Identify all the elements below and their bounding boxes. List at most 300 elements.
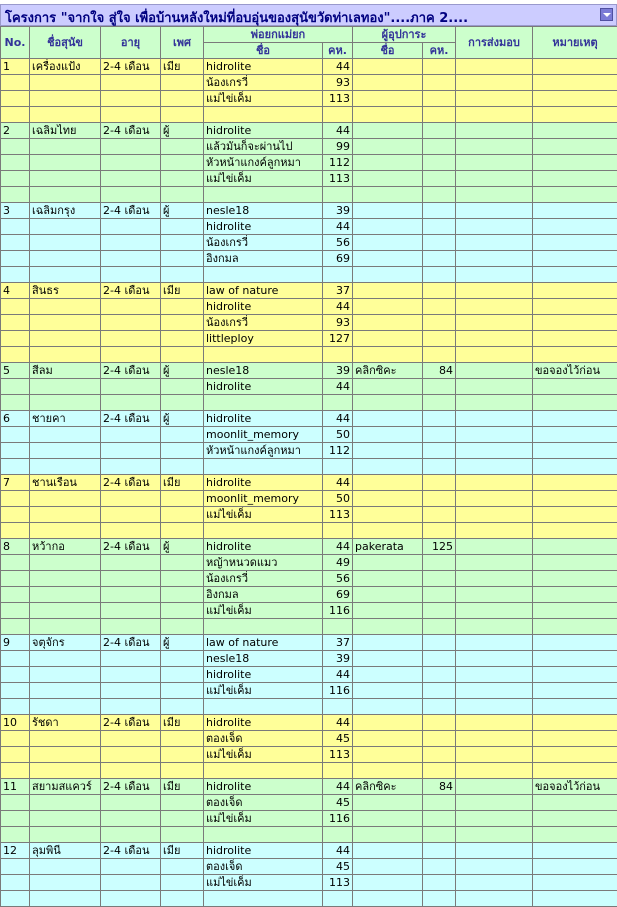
cell-dog-name[interactable]: เฉลิมไทย — [30, 123, 101, 139]
cell-sponsor-comments[interactable] — [423, 555, 456, 571]
cell-remark[interactable] — [533, 347, 617, 363]
cell-age[interactable] — [101, 107, 161, 123]
cell-foster-name[interactable] — [204, 267, 323, 283]
cell-delivery[interactable] — [456, 779, 533, 795]
cell-delivery[interactable] — [456, 875, 533, 891]
cell-foster-name[interactable]: hidrolite — [204, 779, 323, 795]
cell-dog-name[interactable] — [30, 171, 101, 187]
cell-delivery[interactable] — [456, 107, 533, 123]
cell-remark[interactable] — [533, 251, 617, 267]
cell-no[interactable] — [1, 731, 30, 747]
cell-foster-comments[interactable]: 56 — [323, 571, 353, 587]
cell-sex[interactable] — [161, 299, 204, 315]
cell-sponsor-comments[interactable] — [423, 475, 456, 491]
cell-age[interactable] — [101, 763, 161, 779]
cell-no[interactable] — [1, 811, 30, 827]
cell-foster-name[interactable] — [204, 619, 323, 635]
cell-dog-name[interactable] — [30, 827, 101, 843]
cell-sponsor-comments[interactable] — [423, 827, 456, 843]
cell-age[interactable] — [101, 507, 161, 523]
cell-age[interactable]: 2-4 เดือน — [101, 715, 161, 731]
cell-remark[interactable] — [533, 187, 617, 203]
cell-sponsor-comments[interactable] — [423, 75, 456, 91]
cell-no[interactable] — [1, 139, 30, 155]
cell-foster-comments[interactable]: 116 — [323, 603, 353, 619]
cell-foster-comments[interactable] — [323, 763, 353, 779]
cell-remark[interactable] — [533, 539, 617, 555]
cell-foster-comments[interactable] — [323, 891, 353, 907]
cell-sex[interactable] — [161, 891, 204, 907]
cell-delivery[interactable] — [456, 219, 533, 235]
cell-no[interactable] — [1, 651, 30, 667]
cell-remark[interactable] — [533, 523, 617, 539]
cell-no[interactable]: 4 — [1, 283, 30, 299]
cell-no[interactable]: 6 — [1, 411, 30, 427]
cell-sponsor-comments[interactable] — [423, 667, 456, 683]
cell-delivery[interactable] — [456, 315, 533, 331]
cell-sponsor-name[interactable] — [353, 635, 423, 651]
cell-no[interactable] — [1, 267, 30, 283]
cell-foster-comments[interactable]: 45 — [323, 795, 353, 811]
cell-sponsor-name[interactable] — [353, 811, 423, 827]
cell-sponsor-comments[interactable] — [423, 267, 456, 283]
cell-sponsor-comments[interactable] — [423, 283, 456, 299]
cell-no[interactable] — [1, 331, 30, 347]
cell-foster-name[interactable]: แม่ไข่เค็ม — [204, 747, 323, 763]
cell-no[interactable] — [1, 347, 30, 363]
cell-age[interactable]: 2-4 เดือน — [101, 59, 161, 75]
cell-foster-comments[interactable]: 69 — [323, 587, 353, 603]
cell-foster-comments[interactable]: 44 — [323, 667, 353, 683]
cell-remark[interactable] — [533, 875, 617, 891]
cell-foster-comments[interactable]: 50 — [323, 491, 353, 507]
cell-sponsor-name[interactable] — [353, 651, 423, 667]
cell-foster-name[interactable] — [204, 523, 323, 539]
cell-foster-name[interactable]: hidrolite — [204, 715, 323, 731]
cell-foster-comments[interactable]: 127 — [323, 331, 353, 347]
cell-foster-comments[interactable]: 112 — [323, 155, 353, 171]
cell-sponsor-name[interactable] — [353, 459, 423, 475]
cell-remark[interactable] — [533, 443, 617, 459]
cell-foster-name[interactable]: แม่ไข่เค็ม — [204, 171, 323, 187]
cell-sex[interactable]: เมีย — [161, 843, 204, 859]
cell-foster-comments[interactable]: 44 — [323, 843, 353, 859]
cell-dog-name[interactable]: สยามสแควร์ — [30, 779, 101, 795]
cell-remark[interactable] — [533, 331, 617, 347]
cell-delivery[interactable] — [456, 235, 533, 251]
cell-remark[interactable] — [533, 763, 617, 779]
cell-foster-name[interactable]: น้องเกรวี่ — [204, 571, 323, 587]
cell-remark[interactable] — [533, 427, 617, 443]
cell-sponsor-comments[interactable] — [423, 395, 456, 411]
cell-dog-name[interactable] — [30, 555, 101, 571]
cell-sex[interactable] — [161, 395, 204, 411]
cell-dog-name[interactable]: ชายคา — [30, 411, 101, 427]
cell-dog-name[interactable] — [30, 315, 101, 331]
cell-delivery[interactable] — [456, 763, 533, 779]
cell-no[interactable] — [1, 827, 30, 843]
cell-delivery[interactable] — [456, 475, 533, 491]
cell-sponsor-name[interactable] — [353, 587, 423, 603]
cell-foster-comments[interactable]: 45 — [323, 731, 353, 747]
cell-dog-name[interactable] — [30, 571, 101, 587]
cell-sponsor-name[interactable] — [353, 331, 423, 347]
cell-no[interactable]: 7 — [1, 475, 30, 491]
cell-dog-name[interactable] — [30, 331, 101, 347]
cell-sex[interactable] — [161, 459, 204, 475]
cell-sponsor-comments[interactable] — [423, 459, 456, 475]
cell-sponsor-comments[interactable] — [423, 123, 456, 139]
cell-remark[interactable] — [533, 683, 617, 699]
cell-dog-name[interactable]: จตุจักร — [30, 635, 101, 651]
cell-sponsor-comments[interactable] — [423, 411, 456, 427]
cell-no[interactable] — [1, 747, 30, 763]
cell-delivery[interactable] — [456, 891, 533, 907]
cell-foster-name[interactable]: hidrolite — [204, 379, 323, 395]
cell-sponsor-comments[interactable]: 84 — [423, 779, 456, 795]
cell-foster-name[interactable] — [204, 891, 323, 907]
cell-dog-name[interactable] — [30, 699, 101, 715]
cell-foster-comments[interactable] — [323, 107, 353, 123]
cell-foster-comments[interactable]: 113 — [323, 875, 353, 891]
cell-no[interactable] — [1, 523, 30, 539]
cell-no[interactable] — [1, 187, 30, 203]
cell-sponsor-name[interactable] — [353, 603, 423, 619]
cell-remark[interactable] — [533, 715, 617, 731]
cell-age[interactable]: 2-4 เดือน — [101, 843, 161, 859]
cell-age[interactable] — [101, 667, 161, 683]
cell-foster-comments[interactable]: 44 — [323, 411, 353, 427]
cell-delivery[interactable] — [456, 587, 533, 603]
cell-no[interactable] — [1, 667, 30, 683]
cell-remark[interactable] — [533, 395, 617, 411]
cell-sponsor-name[interactable] — [353, 187, 423, 203]
cell-delivery[interactable] — [456, 539, 533, 555]
cell-no[interactable] — [1, 235, 30, 251]
cell-age[interactable] — [101, 859, 161, 875]
cell-remark[interactable] — [533, 811, 617, 827]
cell-age[interactable] — [101, 299, 161, 315]
cell-foster-name[interactable]: nesle18 — [204, 651, 323, 667]
cell-sex[interactable]: ผู้ — [161, 539, 204, 555]
cell-dog-name[interactable] — [30, 651, 101, 667]
cell-no[interactable] — [1, 219, 30, 235]
cell-age[interactable] — [101, 619, 161, 635]
cell-age[interactable] — [101, 795, 161, 811]
cell-foster-name[interactable]: moonlit_memory — [204, 491, 323, 507]
cell-sex[interactable] — [161, 139, 204, 155]
cell-remark[interactable] — [533, 315, 617, 331]
cell-remark[interactable] — [533, 171, 617, 187]
cell-delivery[interactable] — [456, 603, 533, 619]
cell-remark[interactable] — [533, 299, 617, 315]
cell-age[interactable] — [101, 811, 161, 827]
cell-sponsor-comments[interactable] — [423, 59, 456, 75]
cell-remark[interactable] — [533, 219, 617, 235]
cell-foster-comments[interactable] — [323, 347, 353, 363]
cell-delivery[interactable] — [456, 635, 533, 651]
cell-delivery[interactable] — [456, 747, 533, 763]
cell-sex[interactable] — [161, 859, 204, 875]
cell-sponsor-name[interactable] — [353, 555, 423, 571]
cell-delivery[interactable] — [456, 731, 533, 747]
cell-sponsor-name[interactable] — [353, 219, 423, 235]
cell-sponsor-comments[interactable] — [423, 235, 456, 251]
cell-sponsor-comments[interactable] — [423, 91, 456, 107]
cell-dog-name[interactable]: สินธร — [30, 283, 101, 299]
cell-sponsor-comments[interactable] — [423, 299, 456, 315]
cell-dog-name[interactable] — [30, 587, 101, 603]
cell-delivery[interactable] — [456, 379, 533, 395]
cell-no[interactable] — [1, 91, 30, 107]
cell-delivery[interactable] — [456, 571, 533, 587]
cell-age[interactable] — [101, 747, 161, 763]
cell-delivery[interactable] — [456, 123, 533, 139]
cell-foster-comments[interactable]: 44 — [323, 59, 353, 75]
cell-sponsor-comments[interactable] — [423, 315, 456, 331]
cell-no[interactable] — [1, 891, 30, 907]
cell-sponsor-name[interactable] — [353, 411, 423, 427]
cell-age[interactable] — [101, 91, 161, 107]
cell-dog-name[interactable]: ชานเรือน — [30, 475, 101, 491]
cell-remark[interactable] — [533, 619, 617, 635]
cell-no[interactable] — [1, 619, 30, 635]
cell-dog-name[interactable] — [30, 443, 101, 459]
cell-remark[interactable] — [533, 123, 617, 139]
cell-remark[interactable] — [533, 379, 617, 395]
cell-delivery[interactable] — [456, 155, 533, 171]
cell-foster-name[interactable] — [204, 395, 323, 411]
cell-foster-name[interactable]: nesle18 — [204, 203, 323, 219]
cell-age[interactable]: 2-4 เดือน — [101, 203, 161, 219]
cell-foster-name[interactable] — [204, 459, 323, 475]
cell-no[interactable] — [1, 171, 30, 187]
cell-dog-name[interactable] — [30, 251, 101, 267]
cell-no[interactable] — [1, 379, 30, 395]
cell-age[interactable] — [101, 427, 161, 443]
cell-sex[interactable]: ผู้ — [161, 363, 204, 379]
cell-age[interactable] — [101, 875, 161, 891]
cell-sponsor-name[interactable] — [353, 235, 423, 251]
cell-foster-comments[interactable]: 112 — [323, 443, 353, 459]
cell-foster-comments[interactable]: 39 — [323, 363, 353, 379]
cell-foster-comments[interactable]: 49 — [323, 555, 353, 571]
cell-no[interactable] — [1, 603, 30, 619]
cell-sponsor-name[interactable] — [353, 91, 423, 107]
cell-dog-name[interactable] — [30, 379, 101, 395]
cell-remark[interactable] — [533, 283, 617, 299]
cell-dog-name[interactable]: หว้ากอ — [30, 539, 101, 555]
cell-sex[interactable] — [161, 91, 204, 107]
cell-dog-name[interactable] — [30, 139, 101, 155]
cell-foster-comments[interactable] — [323, 267, 353, 283]
cell-sex[interactable] — [161, 427, 204, 443]
cell-foster-comments[interactable]: 44 — [323, 299, 353, 315]
cell-remark[interactable] — [533, 859, 617, 875]
cell-sponsor-comments[interactable] — [423, 891, 456, 907]
cell-sex[interactable] — [161, 219, 204, 235]
cell-remark[interactable] — [533, 507, 617, 523]
cell-foster-comments[interactable] — [323, 523, 353, 539]
cell-sponsor-comments[interactable] — [423, 523, 456, 539]
cell-no[interactable]: 1 — [1, 59, 30, 75]
cell-age[interactable] — [101, 459, 161, 475]
cell-remark[interactable] — [533, 555, 617, 571]
cell-sex[interactable] — [161, 491, 204, 507]
cell-foster-name[interactable]: law of nature — [204, 635, 323, 651]
cell-delivery[interactable] — [456, 395, 533, 411]
cell-age[interactable] — [101, 235, 161, 251]
cell-remark[interactable] — [533, 571, 617, 587]
cell-dog-name[interactable] — [30, 75, 101, 91]
cell-delivery[interactable] — [456, 827, 533, 843]
cell-sponsor-comments[interactable] — [423, 155, 456, 171]
cell-age[interactable] — [101, 171, 161, 187]
cell-no[interactable] — [1, 251, 30, 267]
cell-remark[interactable] — [533, 139, 617, 155]
cell-foster-name[interactable]: แม่ไข่เค็ม — [204, 507, 323, 523]
cell-delivery[interactable] — [456, 683, 533, 699]
cell-delivery[interactable] — [456, 523, 533, 539]
cell-remark[interactable] — [533, 155, 617, 171]
cell-sponsor-name[interactable] — [353, 171, 423, 187]
cell-delivery[interactable] — [456, 843, 533, 859]
cell-dog-name[interactable] — [30, 491, 101, 507]
cell-age[interactable] — [101, 267, 161, 283]
cell-sponsor-comments[interactable] — [423, 619, 456, 635]
cell-dog-name[interactable] — [30, 603, 101, 619]
cell-sponsor-name[interactable] — [353, 139, 423, 155]
cell-dog-name[interactable] — [30, 347, 101, 363]
cell-sex[interactable]: เมีย — [161, 715, 204, 731]
cell-foster-comments[interactable]: 113 — [323, 747, 353, 763]
cell-foster-name[interactable]: แม่ไข่เค็ม — [204, 811, 323, 827]
cell-sex[interactable] — [161, 875, 204, 891]
cell-sex[interactable] — [161, 667, 204, 683]
cell-remark[interactable] — [533, 843, 617, 859]
cell-delivery[interactable] — [456, 715, 533, 731]
cell-sponsor-comments[interactable] — [423, 219, 456, 235]
cell-sex[interactable] — [161, 555, 204, 571]
cell-delivery[interactable] — [456, 491, 533, 507]
cell-remark[interactable] — [533, 667, 617, 683]
cell-age[interactable] — [101, 219, 161, 235]
cell-sponsor-comments[interactable] — [423, 587, 456, 603]
cell-sex[interactable] — [161, 619, 204, 635]
cell-no[interactable] — [1, 427, 30, 443]
cell-foster-name[interactable]: อิงกมล — [204, 251, 323, 267]
cell-sponsor-name[interactable] — [353, 315, 423, 331]
cell-remark[interactable] — [533, 651, 617, 667]
cell-sponsor-name[interactable]: pakerata — [353, 539, 423, 555]
cell-no[interactable] — [1, 491, 30, 507]
cell-foster-name[interactable]: น้องเกรวี่ — [204, 75, 323, 91]
cell-sponsor-name[interactable] — [353, 427, 423, 443]
cell-sponsor-name[interactable] — [353, 843, 423, 859]
cell-sex[interactable] — [161, 603, 204, 619]
cell-dog-name[interactable] — [30, 299, 101, 315]
cell-age[interactable] — [101, 187, 161, 203]
cell-delivery[interactable] — [456, 59, 533, 75]
cell-sex[interactable] — [161, 187, 204, 203]
cell-foster-comments[interactable]: 116 — [323, 811, 353, 827]
cell-delivery[interactable] — [456, 459, 533, 475]
cell-no[interactable]: 5 — [1, 363, 30, 379]
cell-foster-name[interactable]: ตองเจ็ด — [204, 859, 323, 875]
cell-no[interactable] — [1, 875, 30, 891]
cell-sex[interactable] — [161, 795, 204, 811]
cell-sex[interactable] — [161, 827, 204, 843]
cell-sex[interactable] — [161, 267, 204, 283]
cell-age[interactable] — [101, 331, 161, 347]
cell-sex[interactable] — [161, 683, 204, 699]
cell-delivery[interactable] — [456, 699, 533, 715]
cell-no[interactable]: 10 — [1, 715, 30, 731]
cell-delivery[interactable] — [456, 299, 533, 315]
cell-foster-comments[interactable]: 39 — [323, 651, 353, 667]
cell-foster-name[interactable]: หัวหน้าแกงค์ลูกหมา — [204, 155, 323, 171]
cell-no[interactable] — [1, 75, 30, 91]
cell-foster-comments[interactable]: 44 — [323, 715, 353, 731]
cell-dog-name[interactable] — [30, 747, 101, 763]
cell-age[interactable] — [101, 315, 161, 331]
cell-sponsor-name[interactable] — [353, 203, 423, 219]
cell-no[interactable] — [1, 507, 30, 523]
cell-sponsor-comments[interactable] — [423, 347, 456, 363]
cell-sponsor-comments[interactable] — [423, 571, 456, 587]
cell-foster-name[interactable] — [204, 187, 323, 203]
cell-sex[interactable] — [161, 107, 204, 123]
cell-foster-name[interactable]: หญ้าหนวดแมว — [204, 555, 323, 571]
cell-sponsor-comments[interactable] — [423, 875, 456, 891]
cell-sponsor-comments[interactable] — [423, 203, 456, 219]
cell-foster-comments[interactable]: 44 — [323, 123, 353, 139]
cell-dog-name[interactable] — [30, 459, 101, 475]
cell-sponsor-comments[interactable]: 125 — [423, 539, 456, 555]
cell-sex[interactable] — [161, 747, 204, 763]
cell-age[interactable] — [101, 571, 161, 587]
cell-age[interactable] — [101, 491, 161, 507]
cell-no[interactable] — [1, 587, 30, 603]
cell-dog-name[interactable] — [30, 875, 101, 891]
cell-delivery[interactable] — [456, 171, 533, 187]
cell-remark[interactable]: ขอจองไว้ก่อน — [533, 779, 617, 795]
cell-foster-name[interactable]: littleploy — [204, 331, 323, 347]
cell-dog-name[interactable] — [30, 219, 101, 235]
cell-sex[interactable] — [161, 315, 204, 331]
cell-foster-comments[interactable]: 113 — [323, 507, 353, 523]
cell-remark[interactable] — [533, 827, 617, 843]
cell-no[interactable] — [1, 683, 30, 699]
cell-sex[interactable] — [161, 75, 204, 91]
cell-dog-name[interactable] — [30, 731, 101, 747]
cell-sponsor-name[interactable] — [353, 347, 423, 363]
cell-foster-comments[interactable]: 113 — [323, 171, 353, 187]
cell-no[interactable]: 9 — [1, 635, 30, 651]
cell-sponsor-name[interactable] — [353, 155, 423, 171]
cell-age[interactable] — [101, 347, 161, 363]
cell-sex[interactable] — [161, 507, 204, 523]
cell-no[interactable] — [1, 859, 30, 875]
cell-dog-name[interactable] — [30, 811, 101, 827]
cell-sex[interactable] — [161, 155, 204, 171]
cell-foster-comments[interactable] — [323, 699, 353, 715]
cell-remark[interactable] — [533, 59, 617, 75]
cell-remark[interactable] — [533, 459, 617, 475]
cell-foster-comments[interactable]: 37 — [323, 283, 353, 299]
cell-sex[interactable] — [161, 251, 204, 267]
cell-sex[interactable] — [161, 523, 204, 539]
